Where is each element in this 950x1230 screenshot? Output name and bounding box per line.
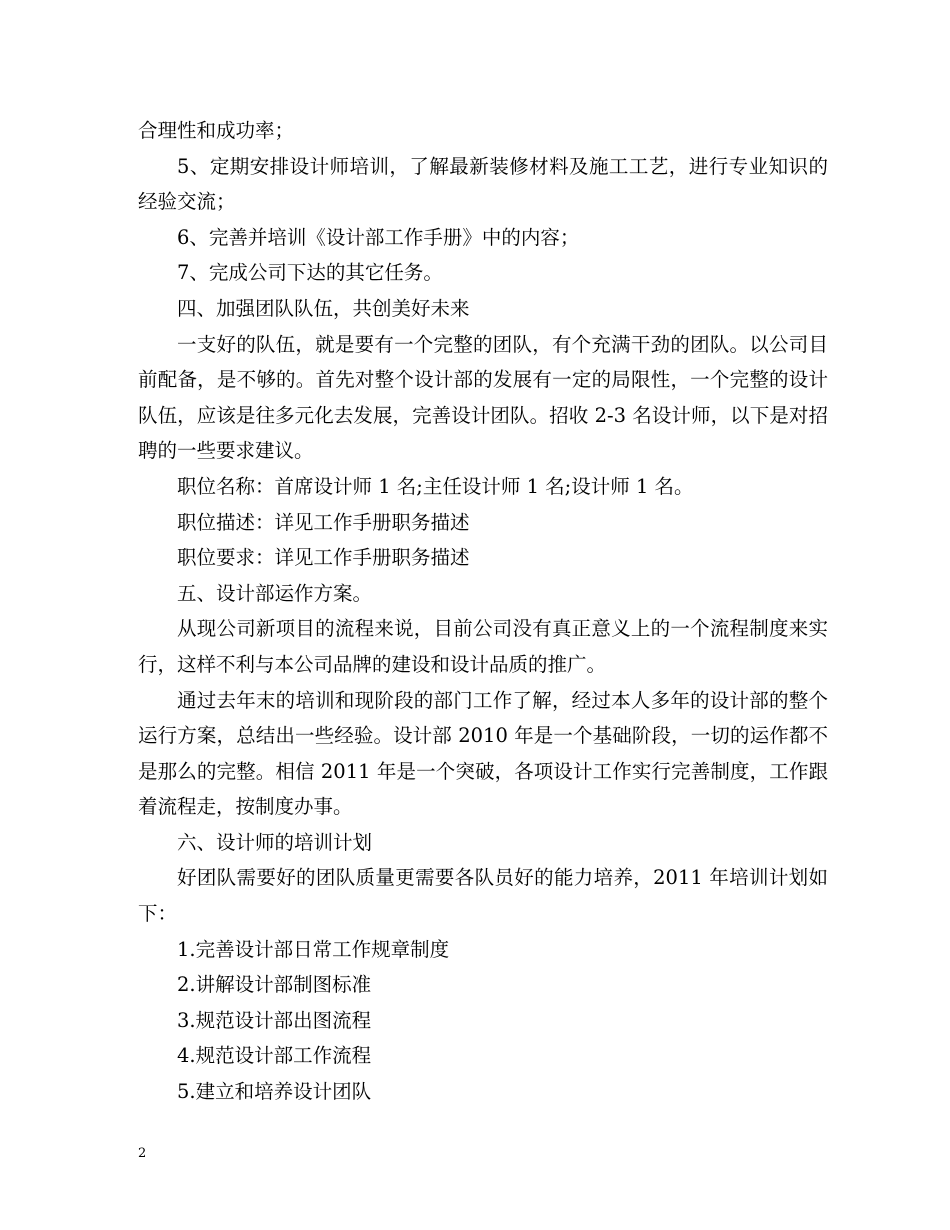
list-item-2: 2.讲解设计部制图标准	[177, 973, 372, 997]
paragraph-process: 从现公司新项目的流程来说，目前公司没有真正意义上的一个流程制度来实行，这样不利与本公司品牌的建设和设计品质的推广。	[138, 617, 828, 676]
section-heading-6: 六、设计师的培训计划	[177, 830, 373, 854]
list-item-4: 4.规范设计部工作流程	[177, 1044, 372, 1068]
paragraph-job-title: 职位名称：首席设计师 1 名;主任设计师 1 名;设计师 1 名。	[177, 474, 694, 498]
paragraph-continuation: 合理性和成功率；	[138, 119, 295, 142]
paragraph-experience: 通过去年末的培训和现阶段的部门工作了解，经过本人多年的设计部的整个运行方案，总结出一些经验。设计部 2010 年是一个基础阶段，一切的运作都不是那么的完整。相信 2011 年是一个突破，各项设计工作实行完善制度，工作跟着流程走，按制度办事。	[138, 688, 828, 819]
list-item-5: 5.建立和培养设计团队	[177, 1080, 372, 1104]
paragraph-item-6: 6、完善并培训《设计部工作手册》中的内容；	[177, 225, 580, 249]
list-item-1: 1.完善设计部日常工作规章制度	[177, 937, 450, 961]
section-heading-4: 四、加强团队队伍，共创美好未来	[177, 296, 470, 320]
paragraph-job-description: 职位描述：详见工作手册职务描述	[177, 510, 470, 534]
paragraph-training-intro: 好团队需要好的团队质量更需要各队员好的能力培养，2011 年培训计划如下：	[138, 866, 828, 926]
paragraph-item-5: 5、定期安排设计师培训，了解最新装修材料及施工工艺，进行专业知识的经验交流；	[138, 154, 828, 214]
paragraph-team: 一支好的队伍，就是要有一个完整的团队，有个充满干劲的团队。以公司目前配备，是不够的。首先对整个设计部的发展有一定的局限性，一个完整的设计队伍，应该是往多元化去发展，完善设计团队。招收 2-3 名设计师，以下是对招聘的一些要求建议。	[138, 332, 828, 463]
page-number: 2	[138, 1146, 147, 1161]
paragraph-job-requirements: 职位要求：详见工作手册职务描述	[177, 546, 470, 570]
section-heading-5: 五、设计部运作方案。	[177, 581, 373, 605]
document-body	[138, 113, 828, 1110]
list-item-3: 3.规范设计部出图流程	[177, 1008, 372, 1032]
paragraph-item-7: 7、完成公司下达的其它任务。	[177, 261, 443, 285]
